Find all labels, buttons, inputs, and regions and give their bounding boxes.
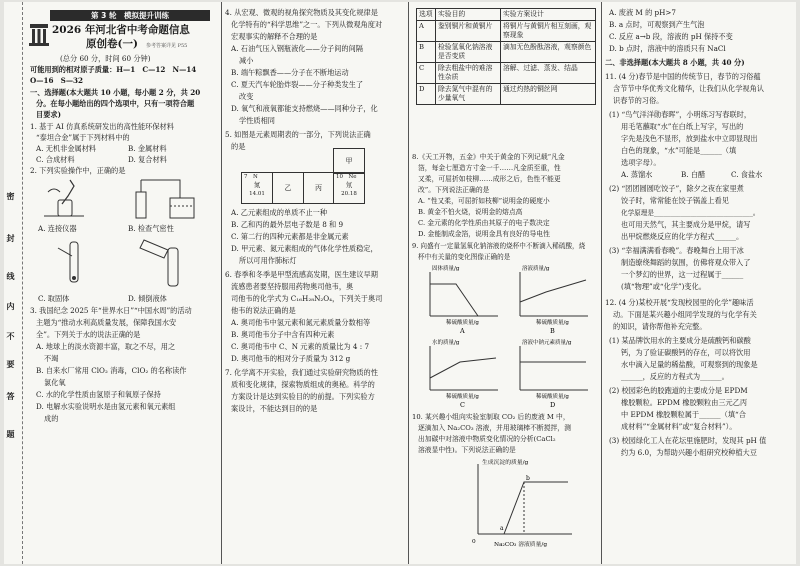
q7-stem-2: 质和变化规律，探索物质组成的奥秘。科学的 xyxy=(231,380,375,389)
q11-part1-3: 字先是浅色不显形，放到盐水中立即显现出 xyxy=(621,134,758,143)
q3-option-a-2: 不竭 xyxy=(44,354,59,363)
graph-a-xlabel: 稀硫酸质量/g xyxy=(446,320,479,326)
q4-stem-3: 宏观事实的解释不合理的是 xyxy=(231,32,318,41)
q11-part2-5: 出甲烷燃烧反应的化学方程式______。 xyxy=(621,232,744,241)
q12-part1: (1) 某品牌饮用水的主要成分是硫酸钙和碳酸 xyxy=(609,336,751,345)
q3-option-b: B. 自来水厂常用 ClO₂ 消毒，ClO₂ 的名称读作 xyxy=(36,366,187,375)
graph-a xyxy=(430,264,498,335)
graph-c-label: C xyxy=(460,401,465,409)
q12-part1-3: 水中滴入足量的稀盐酸，可观察到的现象是 xyxy=(621,360,758,369)
q4-option-a: A. 石油气压入钢瓶液化——分子间的间隔 xyxy=(231,44,363,53)
q11-part1-2: 用毛笔蘸取“水”在白纸上写字，写出的 xyxy=(621,122,744,131)
q5-stem-2: 的是 xyxy=(231,142,246,151)
graph-c-xlabel: 稀硫酸质量/g xyxy=(446,394,479,400)
q10-origin: 0 xyxy=(472,539,476,545)
q7-stem: 7. 化学离不开实验，我们通过实验研究物质的性 xyxy=(225,368,378,377)
q7-table-cell: 除去粗盐中的难溶性杂质 xyxy=(436,63,501,84)
q6-option-d: D. 奥司他韦的相对分子质量为 312 g xyxy=(231,354,351,363)
q10-graph xyxy=(442,456,582,548)
q5-stem: 5. 如图是元素周期表的一部分，下列说法正确 xyxy=(225,130,371,139)
q7-table-cell: 将铜片与黄铜片相互刻画，观察现象 xyxy=(501,21,596,42)
side-label-8: 题 xyxy=(6,430,16,438)
q7-table-header: 选项 xyxy=(417,9,436,21)
q11-stem-2: 含节节中华优秀文化精华，让我们从化学视角认 xyxy=(613,84,764,93)
column-divider-2 xyxy=(408,2,409,564)
periodic-cell-jia: 甲 xyxy=(333,148,365,174)
answer-ref: 参考答案详见 P55 xyxy=(146,43,188,49)
q10-point-b: b xyxy=(526,475,530,482)
q10-stem-2: 逐滴加入 Na₂CO₃ 溶液，并用玻璃棒不断搅拌，测 xyxy=(418,424,571,432)
q12-part3: (3) 校园绿化工人在花坛里施肥时，发现其 pH 值 xyxy=(609,436,767,445)
graph-b-xlabel: 稀硫酸质量/g xyxy=(536,320,569,326)
atomic-mass-line2: O—16 S—32 xyxy=(30,76,84,85)
side-label-6: 要 xyxy=(6,360,16,368)
connect-apparatus-illustration xyxy=(40,178,100,220)
q8-option-d: D. 金能制成金箔，说明金具有良好的导电性 xyxy=(418,230,550,238)
q7-stem-4: 案设计，不能达到目的的是 xyxy=(231,404,318,413)
q10-option-a: A. 废液 M 的 pH>7 xyxy=(609,8,677,17)
q7-table-cell: B xyxy=(417,42,436,63)
q6-stem: 6. 春季和冬季是甲型流感高发期，医生建议早期 xyxy=(225,270,378,279)
q12-part3-2: 约为 6.0，为帮助兴趣小组研究校种植大豆 xyxy=(621,448,757,457)
q4-stem: 4. 从宏观、微观的视角探究物质及其变化规律是 xyxy=(225,8,378,17)
q7-table-cell: A xyxy=(417,21,436,42)
q11-part3-2: 制造缭绕舞蹈的氛围，仿佛将观众带入了 xyxy=(621,258,751,267)
q11-part1-option-c: C. 食盐水 xyxy=(731,170,763,179)
q11-part1-4: 白色的现象，“水”可能是______（填 xyxy=(621,146,737,155)
q3-option-b-2: 氯化氧 xyxy=(44,378,66,387)
q11-stem-3: 识春节的习俗。 xyxy=(613,96,664,105)
q5-option-d: D. 甲元素、氮元素组成的气体化学性质稳定， xyxy=(231,244,378,253)
graph-b-label: B xyxy=(550,327,555,335)
q8-option-c: C. 金元素的化学性质由其原子的电子数决定 xyxy=(418,219,550,227)
graph-b xyxy=(520,264,588,335)
q8-stem: 8.《天工开物，五金》中关于黄金的下列记载“凡金 xyxy=(412,153,565,161)
q2-stem: 2. 下列实验操作中，正确的是 xyxy=(30,166,126,175)
graph-a-label: A xyxy=(460,327,465,335)
side-label-3: 线 xyxy=(6,272,16,280)
q10-option-c: C. 反应 a→b 段，溶液的 pH 保持不变 xyxy=(609,32,733,41)
column-divider-1 xyxy=(221,2,222,564)
section2-heading: 二、非选择题(本大题共 8 小题，共 40 分) xyxy=(605,58,745,67)
periodic-cell-nitrogen: 7 N 氮 14.01 xyxy=(241,172,273,204)
q8-stem-3: 又柔，可屈折如枝柳……成形之后，色性不能更 xyxy=(418,175,561,183)
q5-option-c: C. 第二行的四种元素都是非金属元素 xyxy=(231,232,349,241)
graph-a-ylabel: 固体质量/g xyxy=(432,266,460,272)
q4-stem-2: 化学特有的“科学思维”之一。下列从微观角度对 xyxy=(231,20,383,29)
graph-c-ylabel: 水的质量/g xyxy=(432,340,460,346)
q7-table-header: 实验方案设计 xyxy=(501,9,596,21)
q12-part2-4: 成材料”“金属材料”或“复合材料”）。 xyxy=(621,422,737,431)
column-2 xyxy=(225,2,406,564)
pour-liquid-illustration xyxy=(138,236,198,290)
q7-table-cell: 除去氮气中混有的少量氧气 xyxy=(436,84,501,105)
q7-table-cell: 检验氢氧化钠溶液是否变质 xyxy=(436,42,501,63)
graph-b-ylabel: 溶液质量/g xyxy=(522,266,550,272)
q11-part2: (2) “团团圆圆吃饺子”，除夕之夜在家里煮 xyxy=(609,184,744,193)
q10-xlabel: Na₂CO₃ 溶液质量/g xyxy=(494,542,548,548)
q6-stem-2: 流感患者要坚持服用药物奥司他韦，奥 xyxy=(231,282,354,291)
side-label-1: 密 xyxy=(6,192,16,200)
q12-part1-2: 钙，为了验证碳酸钙的存在，可以将饮用 xyxy=(621,348,751,357)
q7-table-header: 实验目的 xyxy=(436,9,501,21)
q5-option-a: A. 乙元素组成的单质不止一种 xyxy=(231,208,328,217)
q10-option-b: B. a 点时，可观察到产生气泡 xyxy=(609,20,705,29)
q7-table-cell: 通过灼热的铜丝网 xyxy=(501,84,596,105)
q3-option-d: D. 电解水实验说明水是由氢元素和氧元素组 xyxy=(36,402,176,411)
q1-option-a: A. 无机非金属材料 xyxy=(36,144,97,153)
periodic-cell-yi: 乙 xyxy=(272,172,304,204)
q4-option-c-2: 改变 xyxy=(239,92,254,101)
q4-option-c: C. 夏天汽车轮胎炸裂——分子种类发生了 xyxy=(231,80,364,89)
q3-option-a: A. 地球上的淡水资源丰富，取之不尽，用之 xyxy=(36,342,176,351)
q12-stem-2: 动。下面是某兴趣小组同学发现的与化学有关 xyxy=(613,310,757,319)
q4-option-d: D. 氧气和液氧都能支持燃烧——同种分子，化 xyxy=(231,104,378,113)
airtight-check-illustration xyxy=(128,176,208,222)
q11-part1-5: 选项字母）。 xyxy=(621,158,661,167)
q12-part2-3: 中 EPDM 橡胶颗粒属于______（填“合 xyxy=(621,410,746,419)
graph-d-label: D xyxy=(550,401,556,409)
column-4 xyxy=(605,2,794,564)
q7-table-cell: C xyxy=(417,63,436,84)
q8-option-b: B. 黄金不怕火烧，说明金的熔点高 xyxy=(418,208,523,216)
q1-option-c: C. 合成材料 xyxy=(36,155,75,164)
q5-option-b: B. 乙和丙的最外层电子数是 8 和 9 xyxy=(231,220,344,229)
q3-stem-3: 全”。下列关于水的说法正确的是 xyxy=(36,330,141,339)
q7-stem-3: 方案设计是达到实验目的的前提。下列实验方 xyxy=(231,392,375,401)
graph-c xyxy=(430,338,498,409)
q11-part3-3: 一个梦幻的世界，这一过程属于______ xyxy=(621,270,744,279)
q11-part1-option-b: B. 白醋 xyxy=(681,170,706,179)
q8-stem-2: 箔，每金七厘造方寸金一千……凡金质至重，性 xyxy=(418,164,561,172)
pillar-icon xyxy=(28,22,50,48)
q11-part2-3: 化学原理是______________________________。 xyxy=(621,209,760,217)
q7-table xyxy=(416,8,596,105)
q10-ylabel: 生成沉淀的质量/g xyxy=(482,460,529,466)
q1-stem: 1. 基于 AI 仿真系统研发出的高性能环保材料 xyxy=(30,122,174,131)
q12-part2-2: 橡胶颗粒。EPDM 橡胶颗粒由三元乙丙 xyxy=(621,398,748,407)
q6-option-b: B. 奥司他韦分子中含有四种元素 xyxy=(231,330,335,339)
q3-option-c: C. 水的化学性质由氢原子和氧原子保持 xyxy=(36,390,161,399)
q9-stem-2: 杯中有关量的变化图像正确的是 xyxy=(418,253,511,261)
q11-stem: 11. (4 分)春节是中国的传统节日，春节的习俗蕴 xyxy=(605,72,761,81)
paper-subtitle: 原创卷(一) xyxy=(86,38,138,50)
column-3 xyxy=(412,2,599,564)
q12-stem: 12. (4 分)某校开展“发现校园里的化学”趣味活 xyxy=(605,298,754,307)
score-time: (总分 60 分，时间 60 分钟) xyxy=(60,54,151,63)
q6-stem-4: 他韦的说法正确的是 xyxy=(231,306,296,315)
q10-stem-3: 出加碳中对溶液中物质变化情况的分析(CaCl₂ xyxy=(418,435,556,443)
q8-option-a: A. “性又柔，可屈折如枝柳”说明金的硬度小 xyxy=(418,197,550,205)
q3-stem: 3. 我国纪念 2025 年“世界水日”“中国水周”的活动 xyxy=(30,306,192,315)
q10-point-a: a xyxy=(500,525,504,532)
q2-option-d: D. 倾倒液体 xyxy=(128,294,167,303)
periodic-cell-bing: 丙 xyxy=(303,172,334,204)
periodic-cell-neon: 10 Ne 氖 20.18 xyxy=(333,172,365,204)
q11-part1: (1) “鸟气洋洋勋春晖”，小明练习写春联时， xyxy=(609,110,752,119)
side-label-2: 封 xyxy=(6,234,16,242)
q7-table-cell: 溶解、过滤、蒸发、结晶 xyxy=(501,63,596,84)
q11-part3: (3) “幸福满满看春晚”。春晚舞台上用干冰 xyxy=(609,246,744,255)
side-label-4: 内 xyxy=(6,302,16,310)
section1-heading-3: 目要求) xyxy=(36,110,61,119)
q12-part1-4: ______，反应的方程式为______。 xyxy=(621,372,729,381)
side-label-5: 不 xyxy=(6,332,16,340)
q11-part3-4: (填“物理”或“化学”)变化。 xyxy=(621,282,706,291)
q1-option-d: D. 复合材料 xyxy=(128,155,167,164)
q11-part2-4: 也可用天然气，其主要成分是甲烷，请写 xyxy=(621,220,751,229)
q6-option-c: C. 奥司他韦中 C、N 元素的质量比为 4 : 7 xyxy=(231,342,370,351)
q11-part1-option-a: A. 蒸馏水 xyxy=(621,170,653,179)
q1-stem-2: “泰坦合金”属于下列材料中的 xyxy=(36,133,130,142)
side-label-7: 答 xyxy=(6,392,16,400)
q7-table-cell: D xyxy=(417,84,436,105)
paper-title: 2026 年河北省中考命题信息 xyxy=(52,24,190,36)
q7-table-cell: 鉴别铜片和黄铜片 xyxy=(436,21,501,42)
q6-stem-3: 司他韦的化学式为 C₁₆H₂₈N₂O₄，下列关于奥司 xyxy=(231,294,383,303)
column-divider-3 xyxy=(601,2,602,564)
q4-option-a-2: 减小 xyxy=(239,56,254,65)
graph-d-xlabel: 稀硫酸质量/g xyxy=(536,394,569,400)
q10-stem: 10. 某兴趣小组向实验室制取 CO₂ 后的废液 M 中， xyxy=(412,413,570,421)
graph-d-ylabel: 溶液中钠元素质量/g xyxy=(522,340,572,346)
q3-option-d-2: 成的 xyxy=(44,414,59,423)
section1-heading-2: 分。在每小题给出的四个选项中，只有一项符合题 xyxy=(36,99,195,108)
q9-stem: 9. 向盛有一定量氢氧化钠溶液的烧杯中不断滴入稀硫酸，烧 xyxy=(412,242,586,250)
q9-graphs xyxy=(416,262,596,412)
q4-option-b: B. 端午粽飘香——分子在不断地运动 xyxy=(231,68,349,77)
q3-stem-2: 主题为“推动水利高质量发展，保障我国水安 xyxy=(36,318,177,327)
graph-d xyxy=(520,338,588,409)
q8-stem-4: 改”。下列说法正确的是 xyxy=(418,186,490,194)
q4-option-d-2: 学性质相同 xyxy=(239,116,275,125)
q10-stem-4: 溶液显中性)。下列说法正确的是 xyxy=(418,446,516,454)
q12-stem-3: 的知识，请你帮他补充完整。 xyxy=(613,322,707,331)
q10-option-d: D. b 点时，溶液中的溶质只有 NaCl xyxy=(609,44,726,53)
exam-sheet xyxy=(4,2,796,564)
q2-option-b: B. 检查气密性 xyxy=(128,224,174,233)
q1-option-b: B. 金属材料 xyxy=(128,144,167,153)
q2-option-c: C. 取固体 xyxy=(38,294,70,303)
q12-part2: (2) 校园彩色的胶跑道的主要成分是 EPDM xyxy=(609,386,748,395)
section1-heading: 一、选择题(本大题共 10 小题，每小题 2 分，共 20 xyxy=(30,88,201,97)
q11-part2-2: 饺子时，常常能在饺子锅盖上看见 xyxy=(621,196,729,205)
take-solid-illustration xyxy=(50,238,100,290)
q2-option-a: A. 连接仪器 xyxy=(38,224,77,233)
q5-option-d-2: 所以可用作肺标灯 xyxy=(239,256,297,265)
column-1 xyxy=(28,2,218,564)
round-label: 第 3 轮 模拟提升训练 xyxy=(50,10,210,21)
q7-table-cell: 滴加无色酚酞溶液，观察颜色 xyxy=(501,42,596,63)
binding-line xyxy=(22,2,23,564)
atomic-mass-label: 可能用到的相对原子质量：H—1 C—12 N—14 xyxy=(30,65,197,74)
q6-option-a: A. 奥司他韦中氢元素和氮元素质量分数相等 xyxy=(231,318,371,327)
